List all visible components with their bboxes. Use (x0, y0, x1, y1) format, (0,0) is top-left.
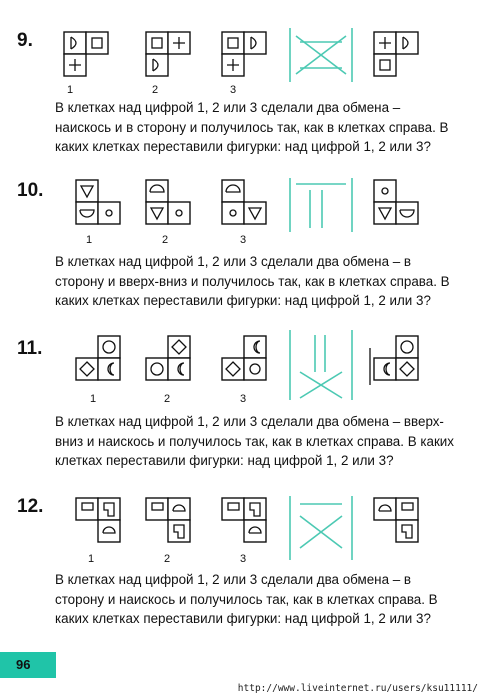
result-cells (374, 498, 418, 542)
problem-number: 9. (17, 30, 33, 51)
problem-number: 12. (17, 496, 44, 517)
label-3: 3 (240, 553, 247, 565)
cell-group-2 (146, 498, 190, 542)
problem-text: В клетках над цифрой 1, 2 или 3 сделали два обмена – вверх-вниз и наискось и получилось так, как в клетках справа. В каких клетках переставили фигурки: над цифрой 1, 2 или 3? (55, 414, 454, 468)
cell-group-3 (222, 498, 266, 542)
problem-number: 11. (17, 338, 43, 359)
label-3: 3 (240, 234, 247, 246)
label-2: 2 (162, 234, 169, 246)
page-number: 96 (16, 657, 31, 672)
page-number-badge (0, 652, 56, 678)
problem-text: В клетках над цифрой 1, 2 или 3 сделали два обмена – в сторону и вверх-вниз и получилось так, как в клетках справа. В каких клетках переставили фигурки: над цифрой 1, 2 или 3? (55, 254, 450, 308)
label-2: 2 (152, 84, 159, 96)
label-1: 1 (90, 393, 97, 405)
cell-group-1 (76, 498, 120, 542)
label-1: 1 (88, 553, 95, 565)
footer-url[interactable]: http://www.liveinternet.ru/users/ksu11111/ (237, 683, 478, 694)
label-1: 1 (86, 234, 93, 246)
swap-diagram (290, 496, 352, 560)
problem-text: В клетках над цифрой 1, 2 или 3 сделали два обмена – в сторону и наискось и получилось так, как в клетках справа. В каких клетках переставили фигурки: над цифрой 1, 2 или 3? (55, 572, 438, 626)
label-3: 3 (240, 393, 247, 405)
label-2: 2 (164, 393, 171, 405)
label-2: 2 (164, 553, 171, 565)
problem-number: 10. (17, 180, 44, 201)
label-1: 1 (67, 84, 74, 96)
problem-text: В клетках над цифрой 1, 2 или 3 сделали два обмена – наискось и в сторону и получилось так, как в клетках справа. В каких клетках переставили фигурки: над цифрой 1, 2 или 3? (55, 100, 449, 154)
label-3: 3 (230, 84, 237, 96)
